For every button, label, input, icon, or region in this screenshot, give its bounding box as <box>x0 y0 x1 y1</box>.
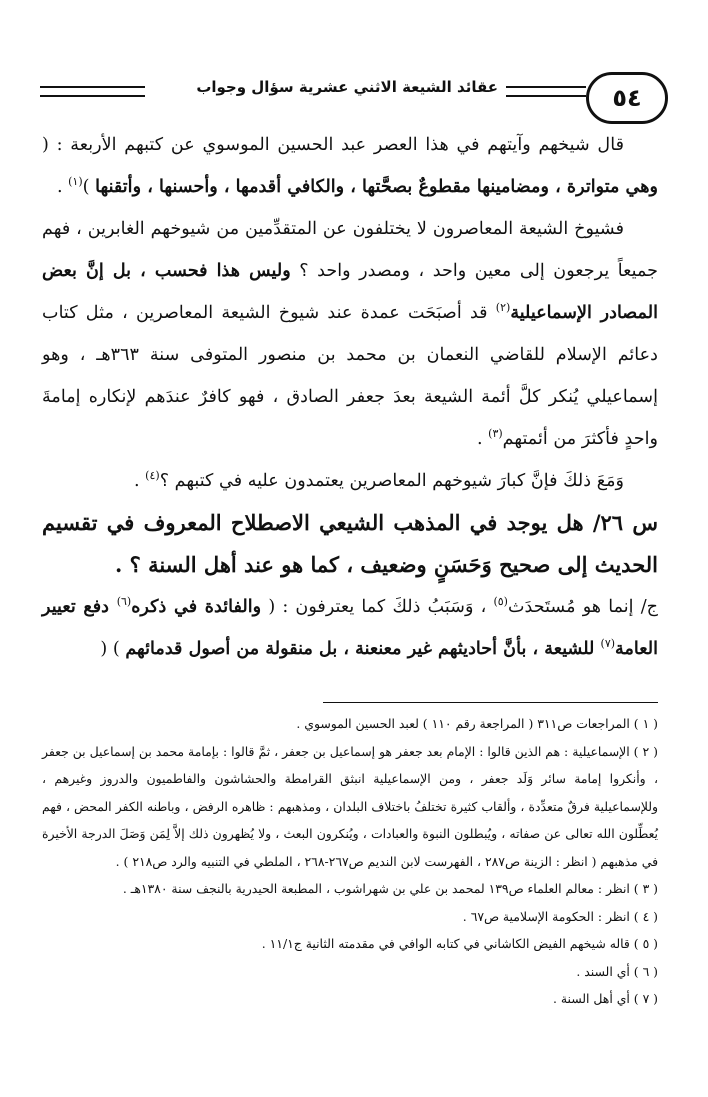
answer-text: ج/ إنما هو مُستَحدَث <box>507 597 658 617</box>
paragraph-2-rest: قد أصبَحَت عمدة عند شيوخ الشيعة المعاصرين ، مثل كتاب دعائم الإسلام للقاضي النعمان بن محمد بن منصور المتوفى سنة ٣٦٣هـ ، وهو إسماعيلي يُنكر كلَّ أئمة الشيعة بعدَ جعفر الصادق ، فهو كافرٌ عندَهم لإنكاره إمامةَ واحدٍ فأكثرَ من أئمتهم <box>42 303 658 449</box>
answer-mid: ، وَسَبَبُ ذلكَ كما يعترفون : ( <box>261 597 494 617</box>
footnote-ref-2: (٢) <box>495 301 511 315</box>
paragraph-1-text: قال شيخهم وآيتهم في هذا العصر عبد الحسين الموسوي عن كتبهم الأربعة : ( <box>42 135 624 155</box>
question-26: س ٢٦/ هل يوجد في المذهب الشيعي الاصطلاح المعروف في تقسيم الحديث إلى صحيح وَحَسَنٍ وضعيف ، كما هو عند أهل السنة ؟ . <box>42 510 658 577</box>
running-title: عقائد الشيعة الاثني عشرية سؤال وجواب <box>196 78 498 96</box>
answer <box>42 586 658 670</box>
footnote-ref-5: (٥) <box>493 595 508 609</box>
footnote-ref-4: (٤) <box>145 469 160 483</box>
paragraph-2 <box>42 208 658 460</box>
footnote-ref-1: (١) <box>68 175 83 189</box>
footnote: ( ٥ ) قاله شيخهم الفيض الكاشاني في كتابه الوافي في مقدمته الثانية ج١١/١ . <box>261 936 658 951</box>
paragraph-3 <box>42 460 658 502</box>
paragraph-2-bold: وليس هذا فحسب ، بل إنَّ بعض المصادر الإسماعيلية <box>42 260 658 323</box>
page-number: ٥٤ <box>586 72 668 124</box>
footnote: ( ٢ ) الإسماعيلية : هم الذين قالوا : الإمام بعد جعفر هو إسماعيل بن جعفر ، ثمَّ قالوا : بإمامة محمد بن إسماعيل بن جعفر ، وأنكروا إمامة سائر وَلَد جعفر ، ومن الإسماعيلية انبثق القرامطة والحشاشون والفاطميون والدروز وغيرهم ، وللإسماعيلية فرقٌ متعدِّدة ، وألقاب كثيرة تختلفُ باختلاف البلدان ، ومذهبهم : ظاهره الرفض ، وباطنه الكفر المحض ، فهم يُعطِّلون الله تعالى عن صفاته ، ويُبطلون النبوة والعبادات ، ويُنكرون البعث ، ولا يُظهرون ذلك إلاَّ لِمَن وَصَلَ الدرجة الأخيرة في مذهبهم ( انظر : الزينة ص٢٨٧ ، الفهرست لابن النديم ص٢٦٧-٢٦٨ ، الملطي في التنبيه والرد ص٢١٨ ) . <box>42 743 658 869</box>
main-text <box>42 124 658 670</box>
footnote-ref-7: (٧) <box>600 637 616 651</box>
answer-end: ) ( <box>100 639 126 659</box>
footnote-ref-6: (٦) <box>116 595 132 609</box>
paragraph-2-tail: . <box>476 429 489 449</box>
answer-quote-2: دفع تعيير العامة <box>42 596 658 659</box>
footnote: ( ١ ) المراجعات ص٣١١ ( المراجعة رقم ١١٠ ) لعبد الحسين الموسوي . <box>296 716 658 731</box>
paragraph-3-text: وَمَعَ ذلكَ فإنَّ كبارَ شيوخهم المعاصرين يعتمدون عليه في كتبهم ؟ <box>159 471 624 491</box>
paragraph-1-quote: وهي متواترة ، ومضامينها مقطوعٌ بصحَّتها ، والكافي أقدمها ، وأحسنها ، وأتقنها <box>95 176 658 197</box>
footnote-ref-3: (٣) <box>488 427 503 441</box>
footnote-separator <box>323 702 658 703</box>
paragraph-2-text: فشيوخ الشيعة المعاصرون لا يختلفون عن المتقدِّمين من شيوخهم الغابرين ، فهم جميعاً يرجعون إلى معين واحد ، ومصدر واحد ؟ <box>42 219 658 281</box>
paragraph-1-tail: . <box>56 177 69 197</box>
footnote: ( ٣ ) انظر : معالم العلماء ص١٣٩ لمحمد بن علي بن شهراشوب ، المطبعة الحيدرية بالنجف سنة ١٣٨٠هـ . <box>122 881 658 896</box>
footnote: ( ٧ ) أي أهل السنة . <box>552 991 658 1006</box>
footnote: ( ٤ ) انظر : الحكومة الإسلامية ص٦٧ . <box>462 908 658 924</box>
paragraph-3-tail: . <box>133 471 146 491</box>
footnote: ( ٦ ) أي السند . <box>576 963 658 979</box>
header-rule-right <box>506 86 586 97</box>
answer-quote-3: للشيعة ، بأنَّ أحاديثهم غير معنعنة ، بل منقولة من أصول قدمائهم <box>125 638 601 659</box>
answer-quote-1: والفائدة في ذكره <box>131 596 262 617</box>
header-rule-left <box>40 86 145 97</box>
paragraph-1 <box>42 124 658 208</box>
footnotes <box>42 710 658 1013</box>
paragraph-1-quote-end: ) <box>82 177 96 197</box>
page-header <box>40 70 668 126</box>
